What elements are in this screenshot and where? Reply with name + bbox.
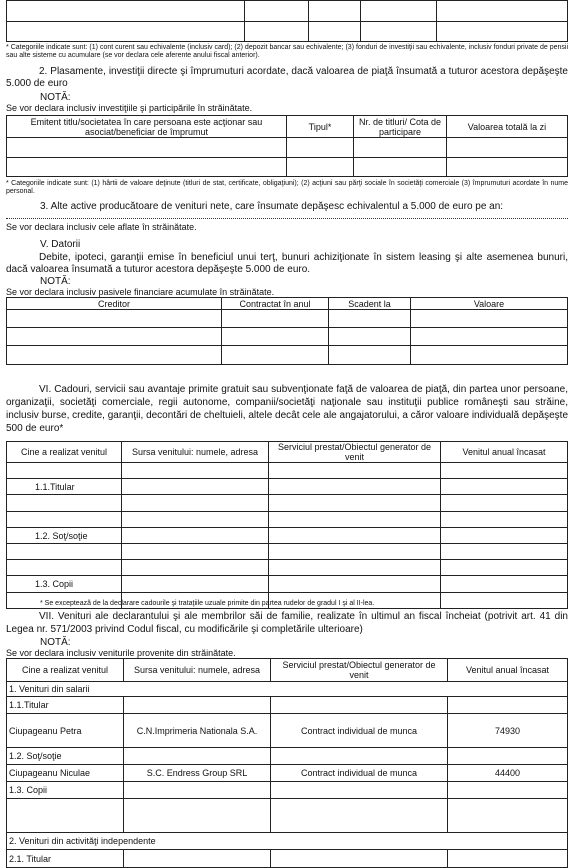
col-header-valoare: Valoare bbox=[411, 298, 568, 310]
row-label-activitati-independente: 2. Venituri din activităţi independente bbox=[7, 833, 568, 850]
col-header-cine: Cine a realizat venitul bbox=[7, 442, 122, 463]
section7-nota: NOTĂ: bbox=[40, 637, 71, 648]
table-cell bbox=[124, 697, 271, 714]
row-label-copii: 1.3. Copii bbox=[7, 576, 122, 593]
table-cell bbox=[271, 782, 448, 799]
table-cell bbox=[287, 138, 354, 158]
table-cell bbox=[448, 782, 568, 799]
section5-text: Debite, ipoteci, garanţii emise în beneficiul unui terţ, bunuri achiziţionate în sistem leasing şi alte asemenea bunuri, dacă valoarea însumată a tuturor acestora depăşeşte 5.000 de euro. bbox=[6, 252, 568, 275]
income-person: Ciupageanu Petra bbox=[7, 714, 124, 748]
table-cell bbox=[441, 463, 568, 479]
table-cell bbox=[7, 158, 287, 177]
table-cell bbox=[441, 544, 568, 560]
table-cell bbox=[441, 528, 568, 544]
table-cell bbox=[7, 544, 122, 560]
row-label-sot: 1.2. Soţ/soţie bbox=[7, 528, 122, 544]
table-cell bbox=[329, 328, 411, 346]
table-row bbox=[7, 748, 568, 765]
table-cell bbox=[361, 1, 437, 22]
table-cell bbox=[441, 593, 568, 609]
table-cell bbox=[271, 799, 448, 833]
investments-table bbox=[6, 115, 568, 177]
table-cell bbox=[269, 576, 441, 593]
income-table bbox=[6, 658, 568, 868]
table-cell bbox=[7, 310, 222, 328]
row-label-titular: 1.1.Titular bbox=[7, 479, 122, 495]
table-cell bbox=[269, 463, 441, 479]
section6-text: VI. Cadouri, servicii sau avantaje primite gratuit sau subvenţionate faţă de valoarea de piaţă, din partea unor persoane, organizaţii, societăţi comerciale, regii autonome, companii/societăţi naţionale sau instituţii publice româneşti sau străine, inclusiv burse, credite, garanţii, decontări de cheltuieli, altele decât cele ale angajatorului, a căror valoare individuală depăşeşte 500 de euro* bbox=[6, 384, 569, 434]
table-cell bbox=[269, 512, 441, 528]
col-header-creditor: Creditor bbox=[7, 298, 222, 310]
table-cell bbox=[287, 158, 354, 177]
footnote-categories-2: * Categoriile indicate sunt: (1) hârtii de valoare deţinute (titluri de stat, certificate, obligaţiuni); (2) acţiuni sau părţi sociale în societăţi comerciale (3) împrumuturi acordate în nume personal. bbox=[6, 180, 568, 195]
table-cell bbox=[7, 799, 124, 833]
table-cell bbox=[122, 463, 269, 479]
table-cell bbox=[448, 697, 568, 714]
section5-nota: NOTĂ: bbox=[40, 276, 71, 287]
table-row bbox=[7, 850, 568, 868]
col-header-cine: Cine a realizat venitul bbox=[7, 659, 124, 682]
section3-heading: 3. Alte active producătoare de venituri nete, care însumate depăşesc echivalentul a 5.000 de euro pe an: bbox=[40, 201, 504, 212]
table-cell bbox=[448, 850, 568, 868]
table-cell bbox=[124, 850, 271, 868]
table-cell bbox=[122, 495, 269, 512]
table-cell bbox=[361, 22, 437, 42]
table-row bbox=[7, 714, 568, 748]
col-header-emitent: Emitent titlu/societatea în care persoana este acţionar sau asociat/beneficiar de împrumut bbox=[7, 116, 287, 138]
table-cell bbox=[124, 748, 271, 765]
table-cell bbox=[447, 138, 568, 158]
income-source: S.C. Endress Group SRL bbox=[124, 765, 271, 782]
income-service: Contract individual de munca bbox=[271, 765, 448, 782]
table-cell bbox=[269, 560, 441, 576]
row-label-salarii: 1. Venituri din salarii bbox=[7, 682, 568, 697]
table-cell bbox=[269, 495, 441, 512]
table-cell bbox=[222, 310, 329, 328]
table-cell bbox=[122, 528, 269, 544]
table-cell bbox=[222, 346, 329, 365]
col-header-tip: Tipul* bbox=[287, 116, 354, 138]
table-cell bbox=[271, 748, 448, 765]
col-header-serviciul: Serviciul prestat/Obiectul generator de venit bbox=[269, 442, 441, 463]
col-header-venitul: Venitul anual încasat bbox=[448, 659, 568, 682]
table-cell bbox=[269, 544, 441, 560]
table-row bbox=[7, 799, 568, 833]
col-header-contractat: Contractat în anul bbox=[222, 298, 329, 310]
table-cell bbox=[122, 544, 269, 560]
table-cell bbox=[411, 328, 568, 346]
table-row bbox=[7, 765, 568, 782]
table-cell bbox=[269, 479, 441, 495]
table-cell bbox=[271, 697, 448, 714]
table-row bbox=[7, 682, 568, 697]
table-cell bbox=[448, 748, 568, 765]
table-cell bbox=[7, 328, 222, 346]
income-person: Ciupageanu Niculae bbox=[7, 765, 124, 782]
col-header-scadent: Scadent la bbox=[329, 298, 411, 310]
table-cell bbox=[441, 479, 568, 495]
income-amount: 74930 bbox=[448, 714, 568, 748]
table-cell bbox=[122, 576, 269, 593]
section6-footnote: * Se exceptează de la declarare cadourile şi trataţiile uzuale primite din partea rudelor de gradul I şi al II-lea. bbox=[40, 600, 375, 607]
section7-nota-text: Se vor declara inclusiv veniturile provenite din străinătate. bbox=[6, 648, 236, 658]
table-cell bbox=[7, 138, 287, 158]
income-amount: 44400 bbox=[448, 765, 568, 782]
col-header-nr-titluri: Nr. de titluri/ Cota de participare bbox=[354, 116, 447, 138]
row-label-titular-2: 2.1. Titular bbox=[7, 850, 124, 868]
table-cell bbox=[269, 528, 441, 544]
table-cell bbox=[309, 22, 361, 42]
table-cell bbox=[122, 479, 269, 495]
table-row bbox=[7, 782, 568, 799]
section2-heading: 2. Plasamente, investiţii directe şi împrumuturi acordate, dacă valoarea de piaţă însumată a tuturor acestora depăşeşte 5.000 de euro bbox=[6, 66, 568, 89]
section2-nota: NOTĂ: bbox=[40, 92, 71, 103]
section3-note: Se vor declara inclusiv cele aflate în străinătate. bbox=[6, 222, 197, 232]
table-cell bbox=[122, 560, 269, 576]
table-cell bbox=[447, 158, 568, 177]
col-header-valoarea: Valoarea totală la zi bbox=[447, 116, 568, 138]
section2-nota-text: Se vor declara inclusiv investiţiile şi participările în străinătate. bbox=[6, 103, 253, 113]
table-cell bbox=[222, 328, 329, 346]
table-cell bbox=[411, 310, 568, 328]
table-cell bbox=[441, 576, 568, 593]
table-cell bbox=[245, 22, 309, 42]
table-cell bbox=[309, 1, 361, 22]
dotted-line bbox=[6, 218, 568, 219]
table-cell bbox=[354, 138, 447, 158]
top-table bbox=[6, 0, 568, 42]
table-cell bbox=[7, 495, 122, 512]
row-label-copii: 1.3. Copii bbox=[7, 782, 124, 799]
income-service: Contract individual de munca bbox=[271, 714, 448, 748]
section5-heading: V. Datorii bbox=[40, 239, 81, 250]
table-cell bbox=[7, 560, 122, 576]
table-cell bbox=[448, 799, 568, 833]
debts-table bbox=[6, 297, 568, 365]
table-cell bbox=[441, 512, 568, 528]
table-cell bbox=[441, 560, 568, 576]
table-cell bbox=[7, 346, 222, 365]
table-cell bbox=[354, 158, 447, 177]
table-cell bbox=[437, 1, 568, 22]
table-cell bbox=[329, 346, 411, 365]
table-row bbox=[7, 833, 568, 850]
row-label-sot: 1.2. Soţ/soţie bbox=[7, 748, 124, 765]
footnote-categories-1: * Categoriile indicate sunt: (1) cont curent sau echivalente (inclusiv card); (2) depozit bancar sau echivalente; (3) fonduri de investiţii sau echivalente, inclusiv fonduri private de pensii sau alte sisteme cu acumulare (se vor declara cele aferente anului fiscal anterior). bbox=[6, 44, 568, 59]
table-cell bbox=[7, 22, 245, 42]
col-header-sursa: Sursa venitului: numele, adresa bbox=[124, 659, 271, 682]
table-cell bbox=[329, 310, 411, 328]
section7-text: VII. Venituri ale declarantului şi ale membrilor săi de familie, realizate în ultimul an fiscal încheiat (potrivit art. 41 din Legea nr. 571/2003 privind Codul fiscal, cu modificările şi completările ulterioare) bbox=[6, 611, 568, 635]
table-cell bbox=[245, 1, 309, 22]
col-header-serviciul: Serviciul prestat/Obiectul generator de venit bbox=[271, 659, 448, 682]
col-header-venitul: Venitul anual încasat bbox=[441, 442, 568, 463]
gifts-table bbox=[6, 441, 568, 609]
table-cell bbox=[124, 799, 271, 833]
table-cell bbox=[124, 782, 271, 799]
table-cell bbox=[7, 512, 122, 528]
table-cell bbox=[437, 22, 568, 42]
table-cell bbox=[7, 463, 122, 479]
section5-nota-text: Se vor declara inclusiv pasivele financiare acumulate în străinătate. bbox=[6, 287, 275, 297]
table-cell bbox=[7, 1, 245, 22]
row-label-titular: 1.1.Titular bbox=[7, 697, 124, 714]
table-cell bbox=[122, 512, 269, 528]
table-cell bbox=[411, 346, 568, 365]
income-source: C.N.Imprimeria Nationala S.A. bbox=[124, 714, 271, 748]
table-cell bbox=[271, 850, 448, 868]
table-cell bbox=[441, 495, 568, 512]
col-header-sursa: Sursa venitului: numele, adresa bbox=[122, 442, 269, 463]
table-row bbox=[7, 697, 568, 714]
